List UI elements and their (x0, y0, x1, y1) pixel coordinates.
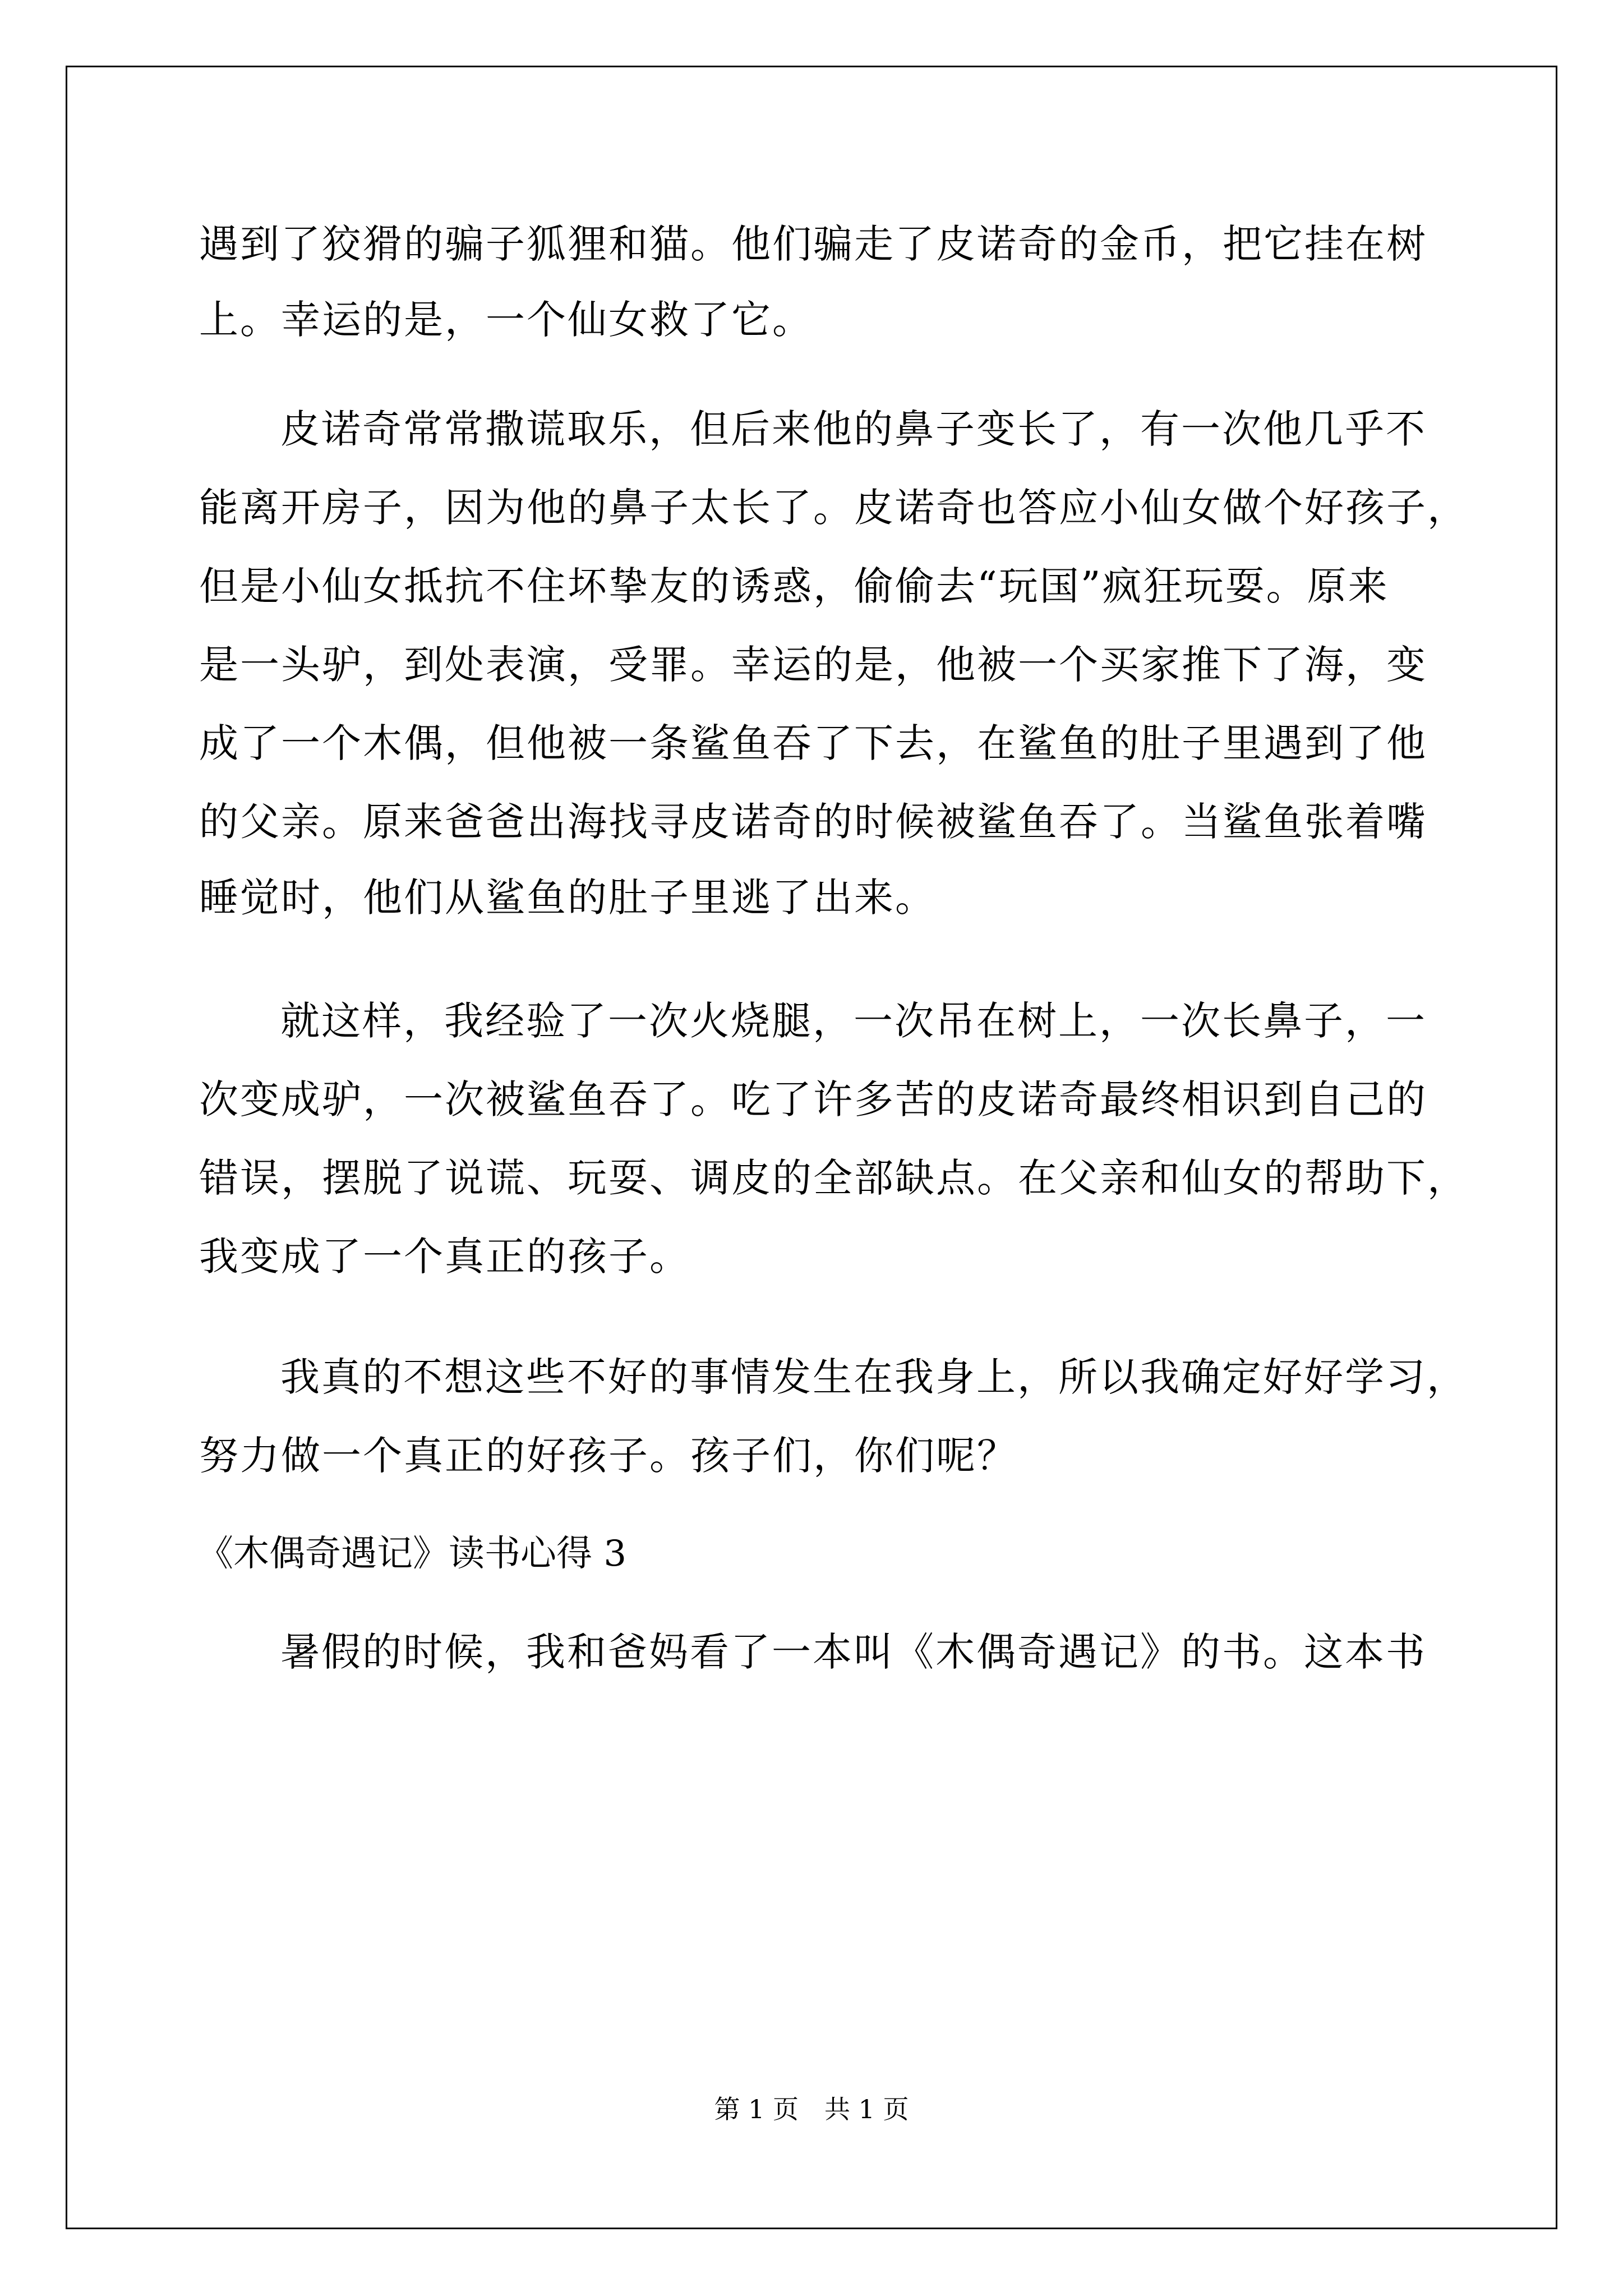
page-border (66, 66, 1557, 2229)
text-line: 但是小仙女抵抗不住坏挚友的诱惑，偷偷去“玩国”疯狂玩耍。原来 (199, 563, 1389, 609)
text-line: 能离开房子，因为他的鼻子太长了。皮诺奇也答应小仙女做个好孩子， (199, 485, 1468, 531)
text-line: 次变成驴，一次被鲨鱼吞了。吃了许多苦的皮诺奇最终相识到自己的 (199, 1076, 1427, 1122)
text-line: 睡觉时，他们从鲨鱼的肚子里逃了出来。 (199, 875, 936, 921)
paragraph-start-line: 就这样，我经验了一次火烧腿，一次吊在树上，一次长鼻子，一 (280, 998, 1427, 1044)
text-line: 上。幸运的是，一个仙女救了它。 (199, 297, 813, 343)
paragraph-start-line: 暑假的时候，我和爸妈看了一本叫《木偶奇遇记》的书。这本书 (280, 1629, 1427, 1675)
text-line: 努力做一个真正的好孩子。孩子们，你们呢？ (199, 1433, 1018, 1479)
page-footer: 第 1 页 共 1 页 (714, 2094, 909, 2124)
text-line: 的父亲。原来爸爸出海找寻皮诺奇的时候被鲨鱼吞了。当鲨鱼张着嘴 (199, 799, 1427, 845)
paragraph-start-line: 皮诺奇常常撒谎取乐，但后来他的鼻子变长了，有一次他几乎不 (280, 406, 1427, 452)
paragraph-start-line: 我真的不想这些不好的事情发生在我身上，所以我确定好好学习， (280, 1354, 1468, 1400)
text-line: 是一头驴，到处表演，受罪。幸运的是，他被一个买家推下了海，变 (199, 642, 1427, 688)
text-line: 我变成了一个真正的孩子。 (199, 1234, 690, 1280)
text-line: 遇到了狡猾的骗子狐狸和猫。他们骗走了皮诺奇的金币，把它挂在树 (199, 221, 1427, 267)
section-heading: 《木偶奇遇记》读书心得 3 (197, 1533, 627, 1575)
text-line: 成了一个木偶，但他被一条鲨鱼吞了下去，在鲨鱼的肚子里遇到了他 (199, 720, 1427, 766)
text-line: 错误，摆脱了说谎、玩耍、调皮的全部缺点。在父亲和仙女的帮助下， (199, 1155, 1468, 1201)
